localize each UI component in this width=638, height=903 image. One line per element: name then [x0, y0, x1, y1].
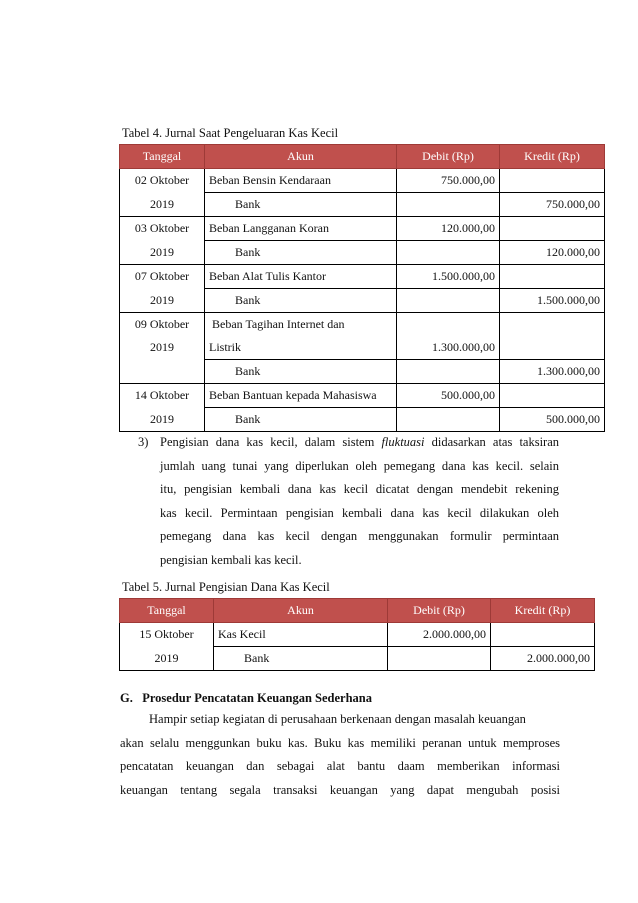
item3-line: jumlah uang tunai yang diperlukan oleh pemegang dana kas kecil. selain [160, 458, 559, 473]
credit-cell [500, 313, 605, 337]
header-debit: Debit (Rp) [397, 145, 500, 169]
item3-line: pemegang dana kas kecil dengan menggunakan formulir permintaan [160, 529, 559, 543]
table-row [120, 384, 605, 408]
paragraph-line: akan selalu menggunkan buku kas. Buku kas memiliki peranan untuk memproses [120, 735, 560, 750]
header-akun: Akun [214, 599, 388, 623]
item3-paragraph [160, 431, 559, 572]
credit-cell: 120.000,00 [500, 241, 605, 265]
item3-line: pengisian kembali kas kecil. [160, 552, 302, 567]
item3-line-tail: didasarkan atas taksiran [431, 435, 560, 449]
table5 [119, 598, 595, 671]
debit-cell [397, 241, 500, 265]
header-debit: Debit (Rp) [388, 599, 491, 623]
table4 [119, 144, 605, 432]
header-tanggal: Tanggal [120, 599, 214, 623]
table4-caption: Tabel 4. Jurnal Saat Pengeluaran Kas Kecil [122, 126, 339, 140]
date-cell: 2019 [120, 408, 205, 432]
debit-cell [397, 360, 500, 384]
account-cell: Bank [205, 241, 397, 265]
date-cell: 2019 [120, 193, 205, 217]
date-cell: 2019 [120, 241, 205, 265]
credit-cell: 1.500.000,00 [500, 289, 605, 313]
debit-cell [388, 647, 491, 671]
credit-cell: 2.000.000,00 [491, 647, 595, 671]
account-cell: Bank [205, 193, 397, 217]
table-row [120, 647, 595, 671]
header-kredit: Kredit (Rp) [491, 599, 595, 623]
debit-cell: 1.500.000,00 [397, 265, 500, 289]
table-row [120, 289, 605, 313]
account-cell: Listrik [205, 336, 397, 360]
account-cell: Beban Bensin Kendaraan [205, 169, 397, 193]
account-cell: Bank [205, 360, 397, 384]
table-row [120, 313, 605, 337]
account-cell: Bank [205, 289, 397, 313]
credit-cell [500, 384, 605, 408]
table-row [120, 241, 605, 265]
credit-cell [491, 623, 595, 647]
account-cell: Beban Alat Tulis Kantor [205, 265, 397, 289]
table-row [120, 217, 605, 241]
table4-header-row [120, 145, 605, 169]
table5-header-row [120, 599, 595, 623]
section-g-paragraph [120, 708, 560, 802]
table5-caption: Tabel 5. Jurnal Pengisian Dana Kas Kecil [122, 580, 330, 594]
credit-cell [500, 336, 605, 360]
table-row [120, 360, 605, 384]
item3-line-text: Pengisian dana kas kecil, dalam sistem [160, 435, 375, 449]
table-row [120, 265, 605, 289]
date-cell: 03 Oktober [120, 217, 205, 241]
table-row [120, 623, 595, 647]
header-kredit: Kredit (Rp) [500, 145, 605, 169]
date-cell: 2019 [120, 289, 205, 313]
credit-cell [500, 217, 605, 241]
account-cell: Bank [214, 647, 388, 671]
date-cell: 09 Oktober [120, 313, 205, 337]
table-row [120, 169, 605, 193]
date-cell: 2019 [120, 647, 214, 671]
debit-cell: 2.000.000,00 [388, 623, 491, 647]
date-cell: 14 Oktober [120, 384, 205, 408]
debit-cell: 120.000,00 [397, 217, 500, 241]
account-cell: Bank [205, 408, 397, 432]
debit-cell [397, 193, 500, 217]
paragraph-line: pencatatan keuangan dan sebagai alat bantu daam memberikan informasi [120, 759, 560, 773]
item3-number: 3) [138, 435, 149, 449]
table-row [120, 408, 605, 432]
debit-cell: 1.300.000,00 [397, 336, 500, 360]
debit-cell: 750.000,00 [397, 169, 500, 193]
account-cell: Kas Kecil [214, 623, 388, 647]
table-row [120, 336, 605, 360]
credit-cell: 500.000,00 [500, 408, 605, 432]
credit-cell [500, 265, 605, 289]
date-cell: 15 Oktober [120, 623, 214, 647]
item3-line: kas kecil. Permintaan pengisian kembali dana kas kecil dilakukan oleh [160, 505, 559, 520]
item3-line: itu, pengisian kembali dana kas kecil dicatat dengan mendebit rekening [160, 482, 559, 496]
debit-cell: 500.000,00 [397, 384, 500, 408]
date-cell [120, 360, 205, 384]
date-cell: 02 Oktober [120, 169, 205, 193]
header-akun: Akun [205, 145, 397, 169]
account-cell: Beban Langganan Koran [205, 217, 397, 241]
italic-term: fluktuasi [381, 435, 425, 449]
debit-cell [397, 313, 500, 337]
item3-line [160, 431, 559, 455]
paragraph-line: keuangan tentang segala transaksi keuangan yang dapat mengubah posisi [120, 782, 560, 797]
account-cell: Beban Bantuan kepada Mahasiswa [205, 384, 397, 408]
header-tanggal: Tanggal [120, 145, 205, 169]
debit-cell [397, 408, 500, 432]
account-cell: Beban Tagihan Internet dan [205, 313, 397, 337]
credit-cell: 1.300.000,00 [500, 360, 605, 384]
date-cell: 07 Oktober [120, 265, 205, 289]
credit-cell: 750.000,00 [500, 193, 605, 217]
table-row [120, 193, 605, 217]
date-cell: 2019 [120, 336, 205, 360]
paragraph-line: Hampir setiap kegiatan di perusahaan berkenaan dengan masalah keuangan [149, 712, 526, 726]
section-heading: G. Prosedur Pencatatan Keuangan Sederhana [120, 691, 372, 705]
credit-cell [500, 169, 605, 193]
debit-cell [397, 289, 500, 313]
